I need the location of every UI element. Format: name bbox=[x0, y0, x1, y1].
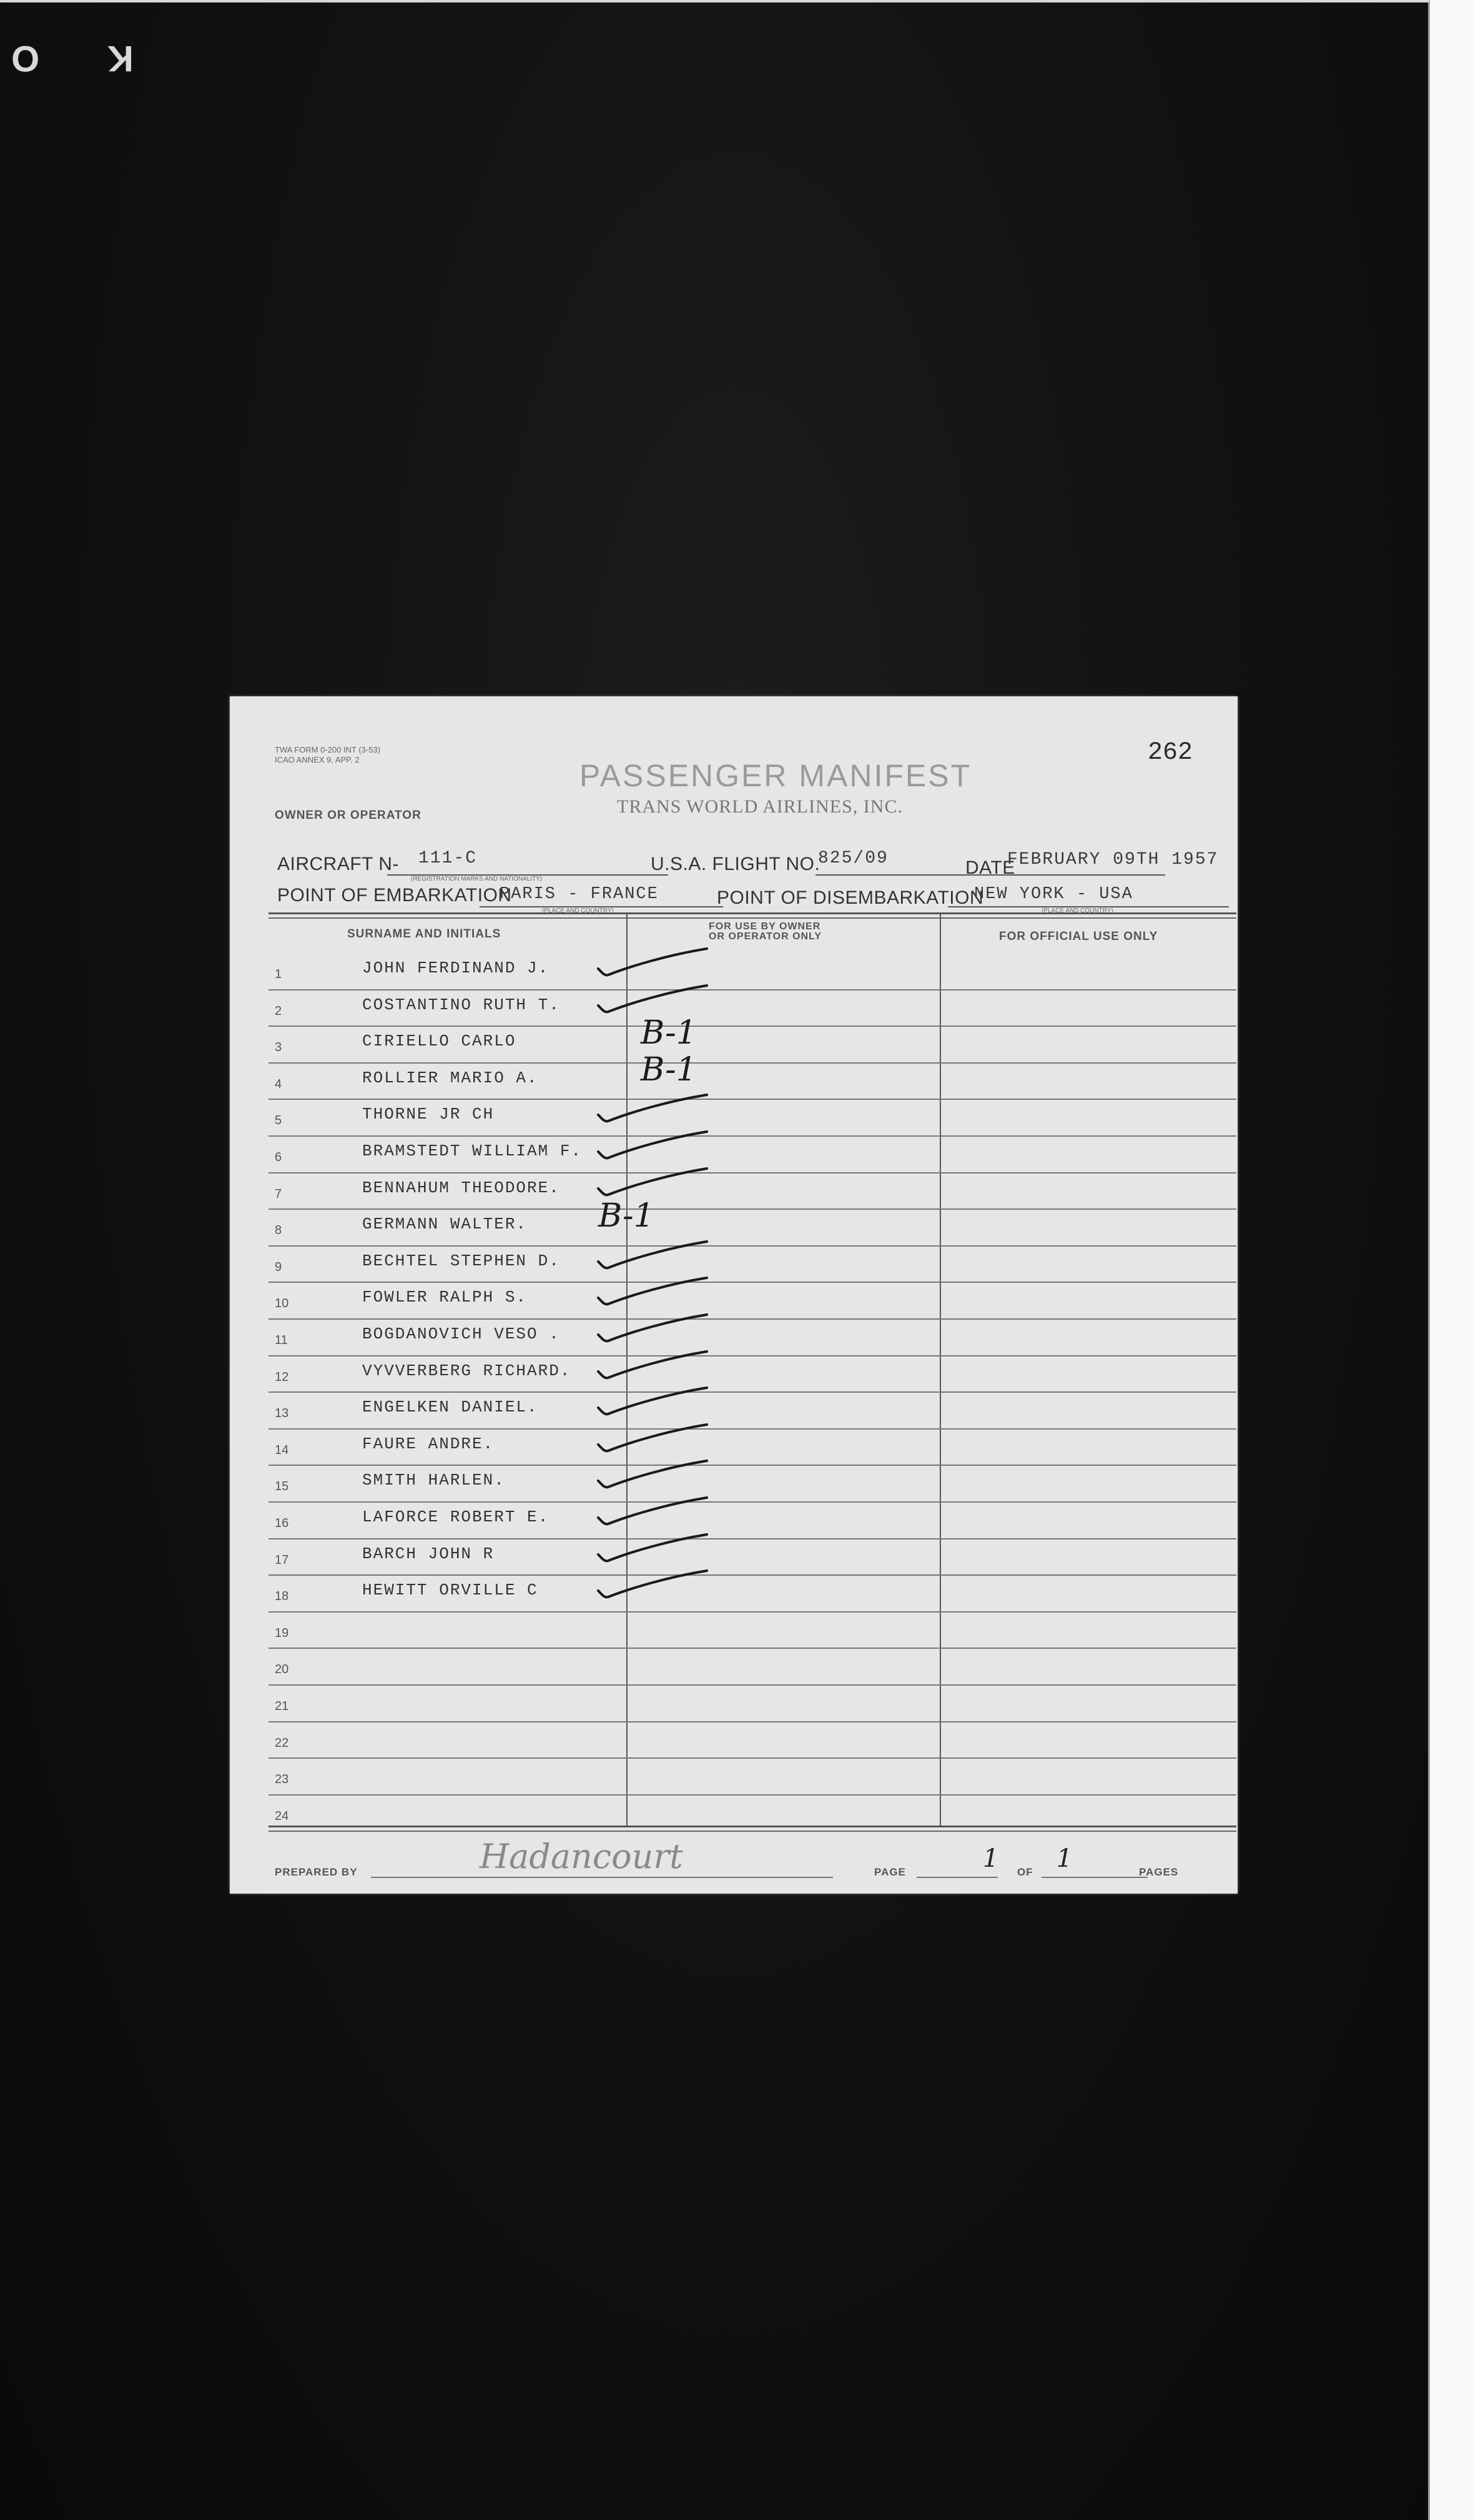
table-top-rule-2 bbox=[268, 917, 1236, 919]
row-number: 23 bbox=[275, 1772, 289, 1787]
date-label: DATE bbox=[965, 857, 1015, 878]
page-label: PAGE bbox=[874, 1866, 906, 1878]
table-row bbox=[268, 1099, 1236, 1135]
airline-name: TRANS WORLD AIRLINES, INC. bbox=[617, 796, 903, 817]
row-number: 11 bbox=[275, 1333, 288, 1347]
page-underline bbox=[917, 1875, 998, 1878]
table-row bbox=[268, 989, 1236, 1026]
manifest-document bbox=[230, 696, 1238, 1894]
row-number: 15 bbox=[275, 1480, 289, 1494]
passenger-name: BECHTEL STEPHEN D. bbox=[362, 1251, 560, 1270]
total-pages-value: 1 bbox=[1057, 1844, 1073, 1873]
table-bottom-rule bbox=[268, 1826, 1236, 1827]
passenger-name: BARCH JOHN R bbox=[362, 1544, 495, 1563]
embarkation-value: PARIS - FRANCE bbox=[500, 885, 659, 904]
date-value: FEBRUARY 09TH 1957 bbox=[1007, 850, 1219, 869]
row-number: 12 bbox=[275, 1370, 289, 1384]
table-row bbox=[268, 1721, 1236, 1758]
form-code-annex: ICAO ANNEX 9, APP. 2 bbox=[275, 755, 360, 764]
flight-value: 825/09 bbox=[818, 849, 889, 868]
passenger-name: BENNAHUM THEODORE. bbox=[362, 1178, 560, 1197]
page-value: 1 bbox=[983, 1844, 999, 1873]
row-number: 2 bbox=[275, 1004, 282, 1018]
passenger-name: FAURE ANDRE. bbox=[362, 1434, 495, 1453]
disembarkation-caption: (PLACE AND COUNTRY) bbox=[1042, 907, 1113, 914]
film-margin bbox=[1430, 0, 1473, 2520]
official-use-column-header: FOR OFFICIAL USE ONLY bbox=[999, 930, 1158, 943]
prepared-by-label: PREPARED BY bbox=[275, 1866, 358, 1878]
row-number: 4 bbox=[275, 1077, 282, 1091]
passenger-name: JOHN FERDINAND J. bbox=[362, 959, 549, 977]
table-row bbox=[268, 1172, 1236, 1209]
table-row bbox=[268, 1318, 1236, 1355]
row-number: 17 bbox=[275, 1553, 289, 1567]
flight-label: U.S.A. FLIGHT NO. bbox=[651, 854, 820, 874]
table-row bbox=[268, 1245, 1236, 1282]
row-number: 20 bbox=[275, 1663, 289, 1677]
passenger-name: ROLLIER MARIO A. bbox=[362, 1068, 538, 1087]
table-row bbox=[268, 1611, 1236, 1648]
table-row bbox=[268, 1465, 1236, 1501]
film-corner-mark: O bbox=[11, 38, 40, 79]
row-number: 5 bbox=[275, 1114, 282, 1128]
row-number: 16 bbox=[275, 1516, 289, 1530]
registration-caption: (REGISTRATION MARKS AND NATIONALITY) bbox=[411, 876, 543, 882]
row-number: 3 bbox=[275, 1040, 282, 1055]
table-row bbox=[268, 1684, 1236, 1721]
row-number: 14 bbox=[275, 1443, 289, 1457]
passenger-name: ENGELKEN DANIEL. bbox=[362, 1398, 538, 1417]
table-row bbox=[268, 1050, 1236, 1099]
pages-label: PAGES bbox=[1139, 1866, 1179, 1878]
table-row bbox=[268, 1197, 1236, 1245]
of-underline bbox=[1042, 1875, 1148, 1878]
row-number: 24 bbox=[275, 1809, 289, 1823]
of-label: OF bbox=[1017, 1866, 1033, 1878]
table-row bbox=[268, 1135, 1236, 1172]
surname-column-header: SURNAME AND INITIALS bbox=[347, 927, 501, 941]
passenger-name: CIRIELLO CARLO bbox=[362, 1032, 516, 1051]
table-row bbox=[268, 1391, 1236, 1428]
row-number: 6 bbox=[275, 1150, 282, 1164]
row-number: 19 bbox=[275, 1626, 289, 1640]
owner-use-column-header: FOR USE BY OWNER bbox=[709, 921, 821, 932]
table-row bbox=[268, 1014, 1236, 1062]
document-title: PASSENGER MANIFEST bbox=[579, 758, 972, 793]
embarkation-caption: (PLACE AND COUNTRY) bbox=[542, 907, 614, 914]
passenger-name: COSTANTINO RUTH T. bbox=[362, 995, 560, 1014]
owner-use-column-header-2: OR OPERATOR ONLY bbox=[709, 931, 822, 942]
disembarkation-label: POINT OF DISEMBARKATION bbox=[717, 887, 984, 908]
preparer-signature: Hadancourt bbox=[480, 1837, 683, 1876]
row-number: 1 bbox=[275, 967, 282, 981]
passenger-name: THORNE JR CH bbox=[362, 1105, 495, 1124]
passenger-name: GERMANN WALTER. bbox=[362, 1215, 528, 1234]
checkmark-icon bbox=[593, 1566, 712, 1609]
table-bottom-rule-2 bbox=[268, 1831, 1236, 1832]
row-number: 21 bbox=[275, 1699, 289, 1713]
passenger-name: LAFORCE ROBERT E. bbox=[362, 1508, 549, 1526]
handwritten-annotation: B-1 bbox=[641, 1050, 697, 1089]
page-number-stamp: 262 bbox=[1148, 739, 1193, 767]
table-row bbox=[268, 1428, 1236, 1465]
table-row bbox=[268, 1282, 1236, 1318]
row-number: 10 bbox=[275, 1297, 289, 1311]
form-code: TWA FORM 0-200 INT (3-53) bbox=[275, 745, 381, 754]
aircraft-value: 111-C bbox=[418, 849, 478, 868]
handwritten-annotation: B-1 bbox=[598, 1197, 654, 1235]
row-number: 8 bbox=[275, 1223, 282, 1238]
table-row bbox=[268, 952, 1236, 989]
table-row bbox=[268, 1355, 1236, 1392]
table-row bbox=[268, 1538, 1236, 1575]
passenger-name: VYVVERBERG RICHARD. bbox=[362, 1361, 571, 1380]
passenger-name: FOWLER RALPH S. bbox=[362, 1288, 528, 1307]
table-row bbox=[268, 1574, 1236, 1611]
passenger-name: SMITH HARLEN. bbox=[362, 1471, 505, 1490]
passenger-name: BRAMSTEDT WILLIAM F. bbox=[362, 1142, 583, 1160]
passenger-table bbox=[268, 912, 1236, 1841]
table-row bbox=[268, 1501, 1236, 1538]
row-number: 7 bbox=[275, 1187, 282, 1201]
row-number: 9 bbox=[275, 1260, 282, 1274]
film-corner-mark: K bbox=[107, 38, 134, 79]
table-row bbox=[268, 1648, 1236, 1684]
handwritten-annotation: B-1 bbox=[641, 1014, 697, 1052]
aircraft-label: AIRCRAFT N- bbox=[277, 854, 399, 874]
owner-label: OWNER OR OPERATOR bbox=[275, 809, 421, 822]
embarkation-label: POINT OF EMBARKATION bbox=[277, 885, 512, 906]
disembarkation-value: NEW YORK - USA bbox=[974, 885, 1133, 904]
row-number: 18 bbox=[275, 1589, 289, 1604]
table-top-rule bbox=[268, 912, 1236, 914]
table-row bbox=[268, 1757, 1236, 1794]
passenger-name: HEWITT ORVILLE C bbox=[362, 1581, 538, 1600]
passenger-name: BOGDANOVICH VESO . bbox=[362, 1325, 560, 1343]
row-number: 13 bbox=[275, 1406, 289, 1421]
row-number: 22 bbox=[275, 1736, 289, 1750]
